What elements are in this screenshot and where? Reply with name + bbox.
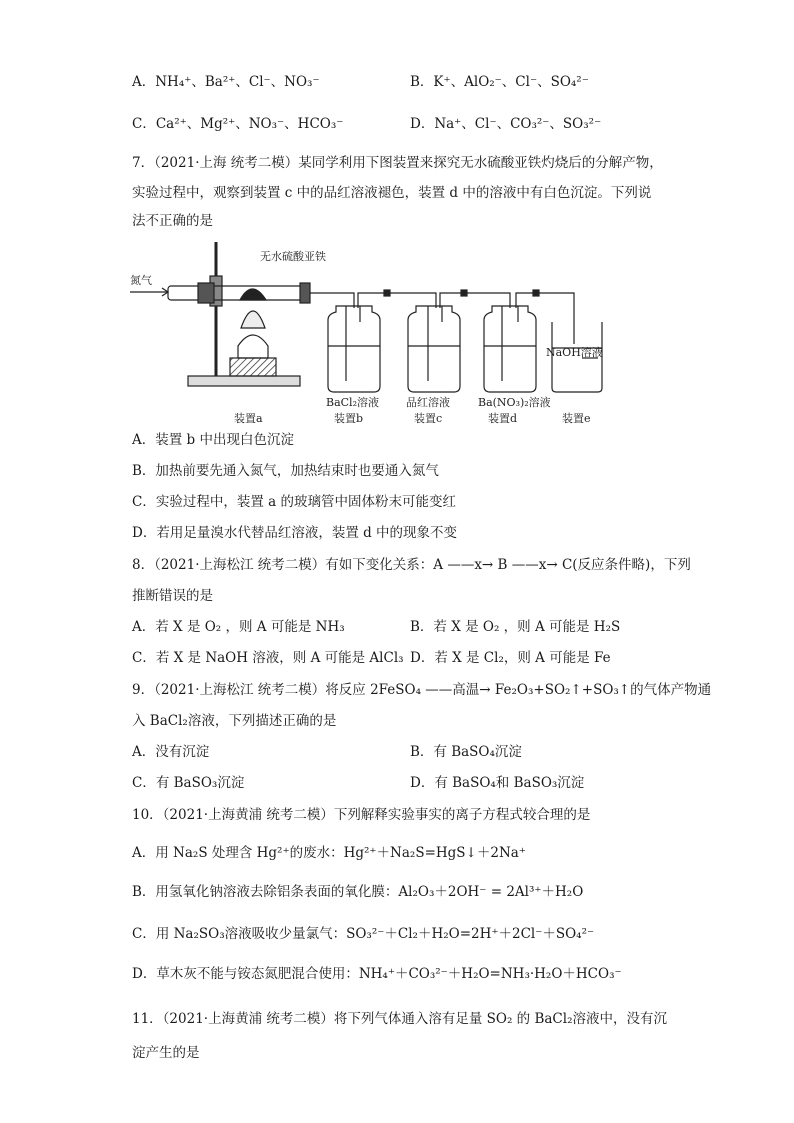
label-gas-in: 氮气 bbox=[130, 274, 152, 287]
label-dev-c: 装置c bbox=[414, 412, 443, 425]
lamp-block bbox=[230, 358, 276, 376]
label-dev-e: 装置e bbox=[562, 412, 591, 425]
label-sol-c: 品红溶液 bbox=[406, 396, 450, 409]
bottle-c bbox=[408, 306, 460, 392]
label-naoh: NaOH溶液 bbox=[546, 346, 603, 359]
q10-stem: 10．（2021·上海黄浦 统考二模）下列解释实验事实的离子方程式较合理的是 bbox=[132, 807, 591, 823]
q9-stem-line1: 9．（2021·上海松江 统考二模）将反应 2FeSO₄ ——高温→ Fe₂O₃+SO₂↑+SO₃↑的气体产物通 bbox=[132, 682, 712, 698]
q11-stem-line2: 淀产生的是 bbox=[132, 1045, 200, 1061]
q9-option-c: C．有 BaSO₃沉淀 bbox=[132, 775, 245, 791]
q9-option-d: D．有 BaSO₄和 BaSO₃沉淀 bbox=[410, 775, 585, 791]
q9-option-b: B．有 BaSO₄沉淀 bbox=[410, 744, 522, 760]
q7-option-d: D．若用足量溴水代替品红溶液，装置 d 中的现象不变 bbox=[132, 525, 458, 541]
q7-stem-line2: 实验过程中，观察到装置 c 中的品红溶液褪色，装置 d 中的溶液中有白色沉淀。下列说 bbox=[132, 185, 652, 201]
q7-stem-line3: 法不正确的是 bbox=[132, 213, 213, 229]
q7-option-a: A．装置 b 中出现白色沉淀 bbox=[132, 432, 294, 448]
label-powder: 无水硫酸亚铁 bbox=[260, 250, 326, 263]
q8-stem-line1: 8．（2021·上海松江 统考二模）有如下变化关系：A ——x→ B ——x→ C(反应条件略)，下列 bbox=[132, 557, 691, 573]
label-dev-a: 装置a bbox=[234, 412, 263, 425]
q10-option-c: C．用 Na₂SO₃溶液吸收少量氯气：SO₃²⁻＋Cl₂＋H₂O=2H⁺＋2Cl⁻＋SO₄²⁻ bbox=[132, 926, 595, 942]
bottle-d bbox=[484, 306, 536, 392]
q11-stem-line1: 11．（2021·上海黄浦 统考二模）将下列气体通入溶有足量 SO₂ 的 BaCl₂溶液中，没有沉 bbox=[132, 1011, 667, 1027]
glass-tube bbox=[168, 286, 308, 300]
label-dev-d: 装置d bbox=[488, 412, 518, 425]
apparatus-diagram bbox=[128, 236, 608, 428]
q6-option-d: D．Na⁺、Cl⁻、CO₃²⁻、SO₃²⁻ bbox=[410, 116, 602, 132]
label-sol-d: Ba(NO₃)₂溶液 bbox=[478, 396, 551, 409]
q7-stem-line1: 7．（2021·上海 统考二模）某同学利用下图装置来探究无水硫酸亚铁灼烧后的分解产物， bbox=[132, 155, 663, 171]
q8-option-a: A．若 X 是 O₂ ，则 A 可能是 NH₃ bbox=[132, 619, 345, 635]
q6-option-c: C．Ca²⁺、Mg²⁺、NO₃⁻、HCO₃⁻ bbox=[132, 116, 344, 132]
q10-option-a: A．用 Na₂S 处理含 Hg²⁺的废水：Hg²⁺＋Na₂S=HgS↓＋2Na⁺ bbox=[132, 845, 526, 861]
powder-sample bbox=[240, 289, 266, 300]
alcohol-lamp bbox=[238, 335, 268, 358]
q8-stem-line2: 推断错误的是 bbox=[132, 588, 213, 604]
q8-option-d: D．若 X 是 Cl₂，则 A 可能是 Fe bbox=[410, 650, 611, 666]
q6-option-b: B．K⁺、AlO₂⁻、Cl⁻、SO₄²⁻ bbox=[410, 74, 589, 90]
q6-option-a: A．NH₄⁺、Ba²⁺、Cl⁻、NO₃⁻ bbox=[132, 74, 320, 90]
bottle-b bbox=[328, 306, 380, 392]
stand-base bbox=[188, 376, 300, 386]
q9-option-a: A．没有沉淀 bbox=[132, 744, 210, 760]
q10-option-d: D．草木灰不能与铵态氮肥混合使用：NH₄⁺＋CO₃²⁻＋H₂O=NH₃·H₂O＋HCO₃⁻ bbox=[132, 966, 622, 982]
q7-option-c: C．实验过程中，装置 a 的玻璃管中固体粉末可能变红 bbox=[132, 494, 456, 510]
q9-stem-line2: 入 BaCl₂溶液，下列描述正确的是 bbox=[132, 713, 337, 729]
q10-option-b: B．用氢氧化钠溶液去除铝条表面的氧化膜：Al₂O₃＋2OH⁻ = 2Al³⁺＋H₂O bbox=[132, 884, 584, 900]
q8-option-c: C．若 X 是 NaOH 溶液，则 A 可能是 AlCl₃ bbox=[132, 650, 404, 666]
q7-option-b: B．加热前要先通入氮气，加热结束时也要通入氮气 bbox=[132, 463, 439, 479]
flame bbox=[241, 311, 265, 328]
label-sol-b: BaCl₂溶液 bbox=[326, 396, 379, 409]
q8-option-b: B．若 X 是 O₂ ，则 A 可能是 H₂S bbox=[410, 619, 621, 635]
label-dev-b: 装置b bbox=[334, 412, 364, 425]
